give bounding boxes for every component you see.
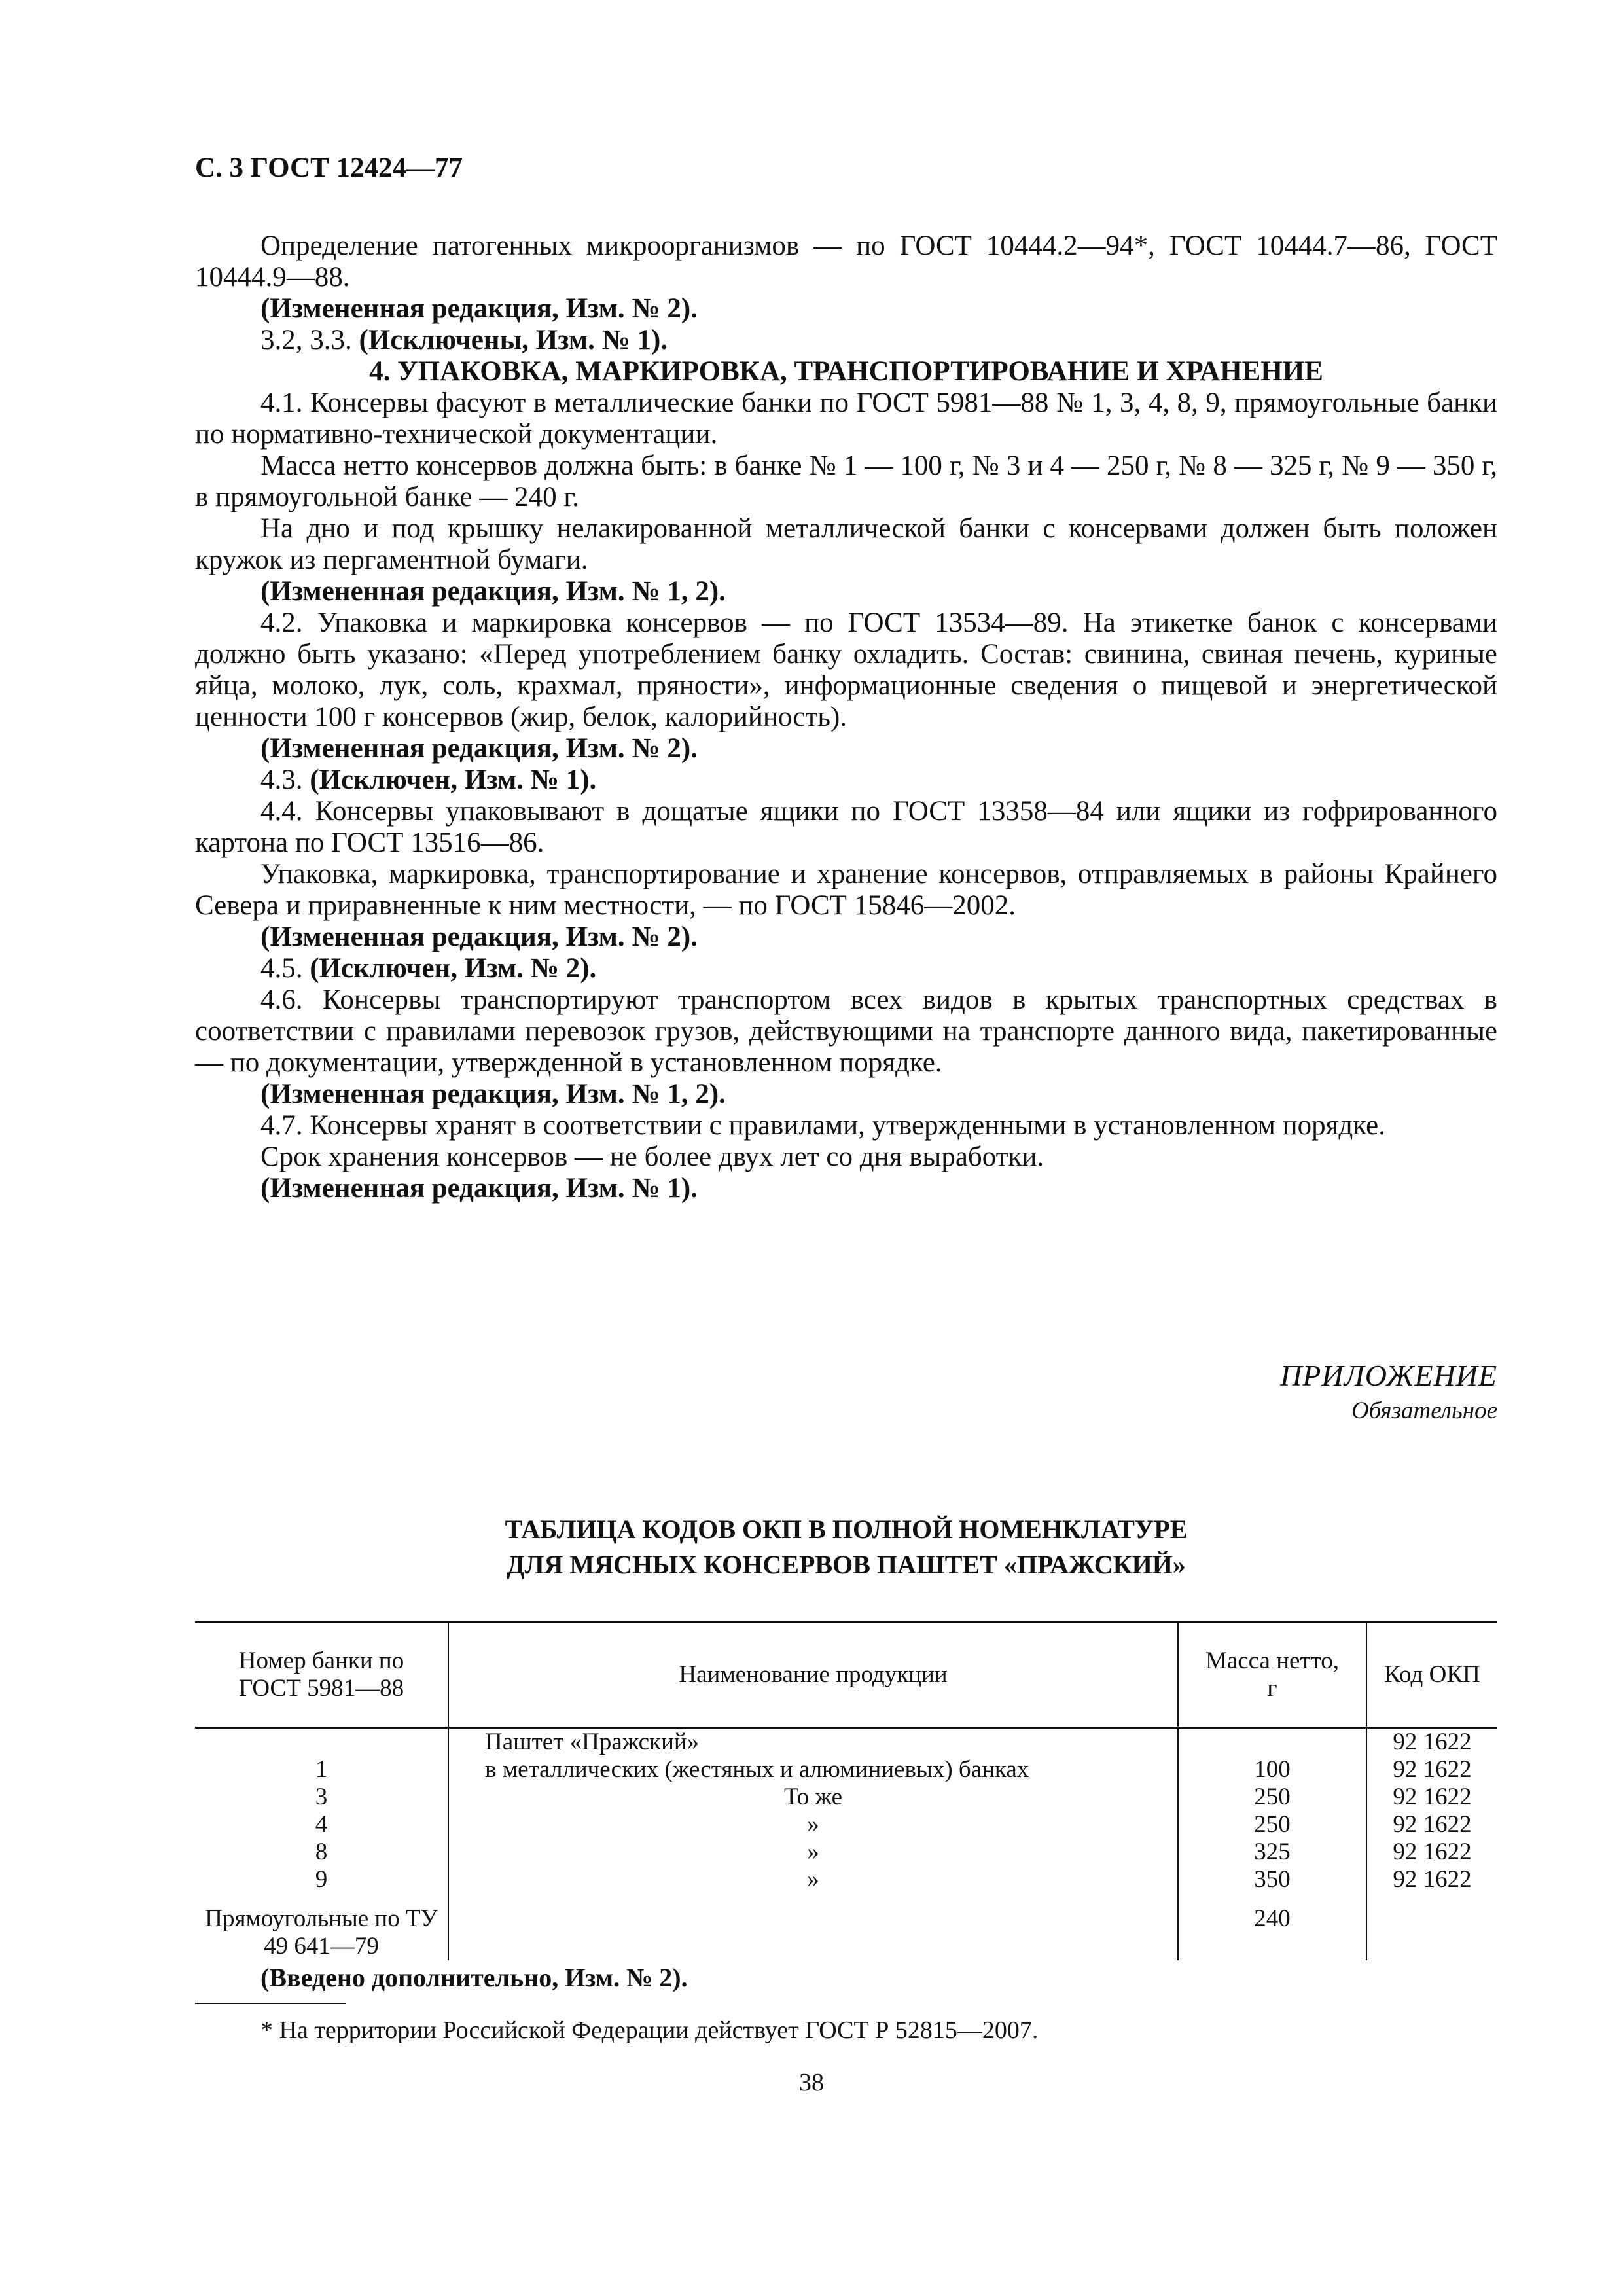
column-header-product-name: Наименование продукции: [448, 1623, 1178, 1728]
paragraph: Срок хранения консервов — не более двух лет со дня выработки.: [260, 1141, 1044, 1172]
page-header: С. 3 ГОСТ 12424—77: [195, 152, 463, 183]
cell-okp-code: 92 1622: [1366, 1811, 1497, 1839]
cell-net-mass: 100: [1178, 1756, 1366, 1784]
table-row: [195, 1728, 1497, 1757]
cell-can-number: 4: [315, 1811, 328, 1838]
cell-can-number: 1: [315, 1756, 328, 1783]
amendment-note: (Измененная редакция, Изм. № 1, 2).: [260, 1079, 726, 1109]
cell-net-mass: 350: [1178, 1866, 1366, 1893]
table-row: [195, 1893, 1497, 1960]
footnote-divider: [195, 2003, 346, 2004]
cell-okp-code: 92 1622: [1366, 1866, 1497, 1893]
amendment-note: (Исключен, Изм. № 2).: [310, 953, 597, 984]
table-row: [195, 1839, 1497, 1866]
paragraph: [195, 764, 1497, 796]
cell-can-number: [195, 1728, 448, 1757]
appendix-label: [1280, 1358, 1497, 1425]
table-row: [195, 1866, 1497, 1893]
cell-okp-code: 92 1622: [1366, 1784, 1497, 1811]
cell-okp-code: 92 1622: [1366, 1756, 1497, 1784]
footnote: * На территории Российской Федерации действует ГОСТ Р 52815—2007.: [260, 2017, 1039, 2044]
clause-number: 4.3.: [260, 764, 303, 795]
paragraph: Определение патогенных микроорганизмов — по ГОСТ 10444.2—94*, ГОСТ 10444.7—86, ГОСТ 10444.9—88.: [195, 230, 1497, 293]
amendment-note: (Исключен, Изм. № 1).: [310, 764, 597, 795]
cell-can-number: 3: [315, 1784, 328, 1810]
clause-number: 4.5.: [260, 953, 303, 984]
paragraph: 4.2. Упаковка и маркировка консервов — по ГОСТ 13534—89. На этикетке банок с консервами должно быть указано: «Перед употреблением банку охладить. Состав: свинина, свиная печень, куриные яйца, молоко, лук, соль, крахмал, пряности», информационные сведения о пищевой и энергетической ценности 100 г консервов (жир, белок, калорийность).: [195, 607, 1497, 732]
document-body: [195, 230, 1497, 1204]
cell-product-name: »: [448, 1866, 1178, 1893]
paragraph: На дно и под крышку нелакированной металлической банки с консервами должен быть положен кружок из пергаментной бумаги.: [195, 513, 1497, 575]
paragraph: 4.7. Консервы хранят в соответствии с правилами, утвержденными в установленном порядке.: [260, 1110, 1385, 1141]
paragraph: 4.4. Консервы упаковывают в дощатые ящики по ГОСТ 13358—84 или ящики из гофрированного картона по ГОСТ 13516—86.: [195, 796, 1497, 858]
paragraph: 4.1. Консервы фасуют в металлические банки по ГОСТ 5981—88 № 1, 3, 4, 8, 9, прямоугольные банки по нормативно-технической документации.: [195, 387, 1497, 450]
amendment-note: (Исключены, Изм. № 1).: [359, 325, 668, 355]
amendment-note: (Измененная редакция, Изм. № 2).: [260, 733, 698, 764]
cell-product-name: То же: [448, 1784, 1178, 1811]
paragraph: [195, 953, 1497, 984]
okp-codes-table: [195, 1621, 1497, 1960]
amendment-note: (Измененная редакция, Изм. № 1).: [260, 1173, 698, 1204]
cell-product-name: »: [448, 1811, 1178, 1839]
cell-okp-code: [1366, 1893, 1497, 1960]
table-row: [195, 1811, 1497, 1839]
paragraph: [195, 325, 1497, 356]
cell-product-name: [448, 1893, 1178, 1960]
cell-net-mass: 250: [1178, 1811, 1366, 1839]
column-header-okp-code: Код ОКП: [1366, 1623, 1497, 1728]
section-heading: 4. УПАКОВКА, МАРКИРОВКА, ТРАНСПОРТИРОВАНИЕ И ХРАНЕНИЕ: [369, 356, 1323, 387]
cell-net-mass: 250: [1178, 1784, 1366, 1811]
clause-number: 3.2, 3.3.: [260, 325, 352, 355]
paragraph: 4.6. Консервы транспортируют транспортом всех видов в крытых транспортных средствах в соответствии с правилами перевозок грузов, действующими на транспорте данного вида, пакетированные — по документации, утвержденной в установленном порядке.: [195, 984, 1497, 1078]
cell-okp-code: 92 1622: [1366, 1839, 1497, 1866]
paragraph: Упаковка, маркировка, транспортирование и хранение консервов, отправляемых в районы Крайнего Севера и приравненные к ним местности, — по ГОСТ 15846—2002.: [195, 859, 1497, 921]
cell-can-number: 8: [315, 1839, 328, 1865]
cell-net-mass: [1178, 1728, 1366, 1757]
table-row: [195, 1756, 1497, 1784]
table-title-line: ДЛЯ МЯСНЫХ КОНСЕРВОВ ПАШТЕТ «ПРАЖСКИЙ»: [507, 1550, 1186, 1579]
cell-okp-code: 92 1622: [1366, 1728, 1497, 1757]
table-row: [195, 1784, 1497, 1811]
table-title-line: ТАБЛИЦА КОДОВ ОКП В ПОЛНОЙ НОМЕНКЛАТУРЕ: [505, 1515, 1188, 1544]
cell-product-name: »: [448, 1839, 1178, 1866]
cell-can-number: 9: [315, 1866, 328, 1893]
cell-net-mass: 240: [1178, 1893, 1366, 1960]
table-title: [195, 1512, 1497, 1583]
page-number: 38: [799, 2069, 824, 2096]
appendix-subtitle: Обязательное: [1351, 1397, 1497, 1424]
column-header-can-number: Номер банки по ГОСТ 5981—88: [195, 1623, 448, 1728]
cell-net-mass: 325: [1178, 1839, 1366, 1866]
column-header-net-mass: Масса нетто, г: [1178, 1623, 1366, 1728]
table-header-row: [195, 1623, 1497, 1728]
appendix-title: ПРИЛОЖЕНИЕ: [1280, 1359, 1497, 1392]
amendment-note: (Измененная редакция, Изм. № 2).: [260, 293, 698, 324]
amendment-note: (Введено дополнительно, Изм. № 2).: [260, 1963, 688, 1992]
amendment-note: (Измененная редакция, Изм. № 2).: [260, 922, 698, 952]
cell-product-name: Паштет «Пражский»: [448, 1728, 1178, 1757]
paragraph: Масса нетто консервов должна быть: в банке № 1 — 100 г, № 3 и 4 — 250 г, № 8 — 325 г, № 9 — 350 г, в прямоугольной банке — 240 г.: [195, 450, 1497, 512]
cell-product-name: в металлических (жестяных и алюминиевых) банках: [448, 1756, 1178, 1784]
cell-can-number: Прямоугольные по ТУ 49 641—79: [205, 1905, 438, 1960]
amendment-note: (Измененная редакция, Изм. № 1, 2).: [260, 576, 726, 607]
